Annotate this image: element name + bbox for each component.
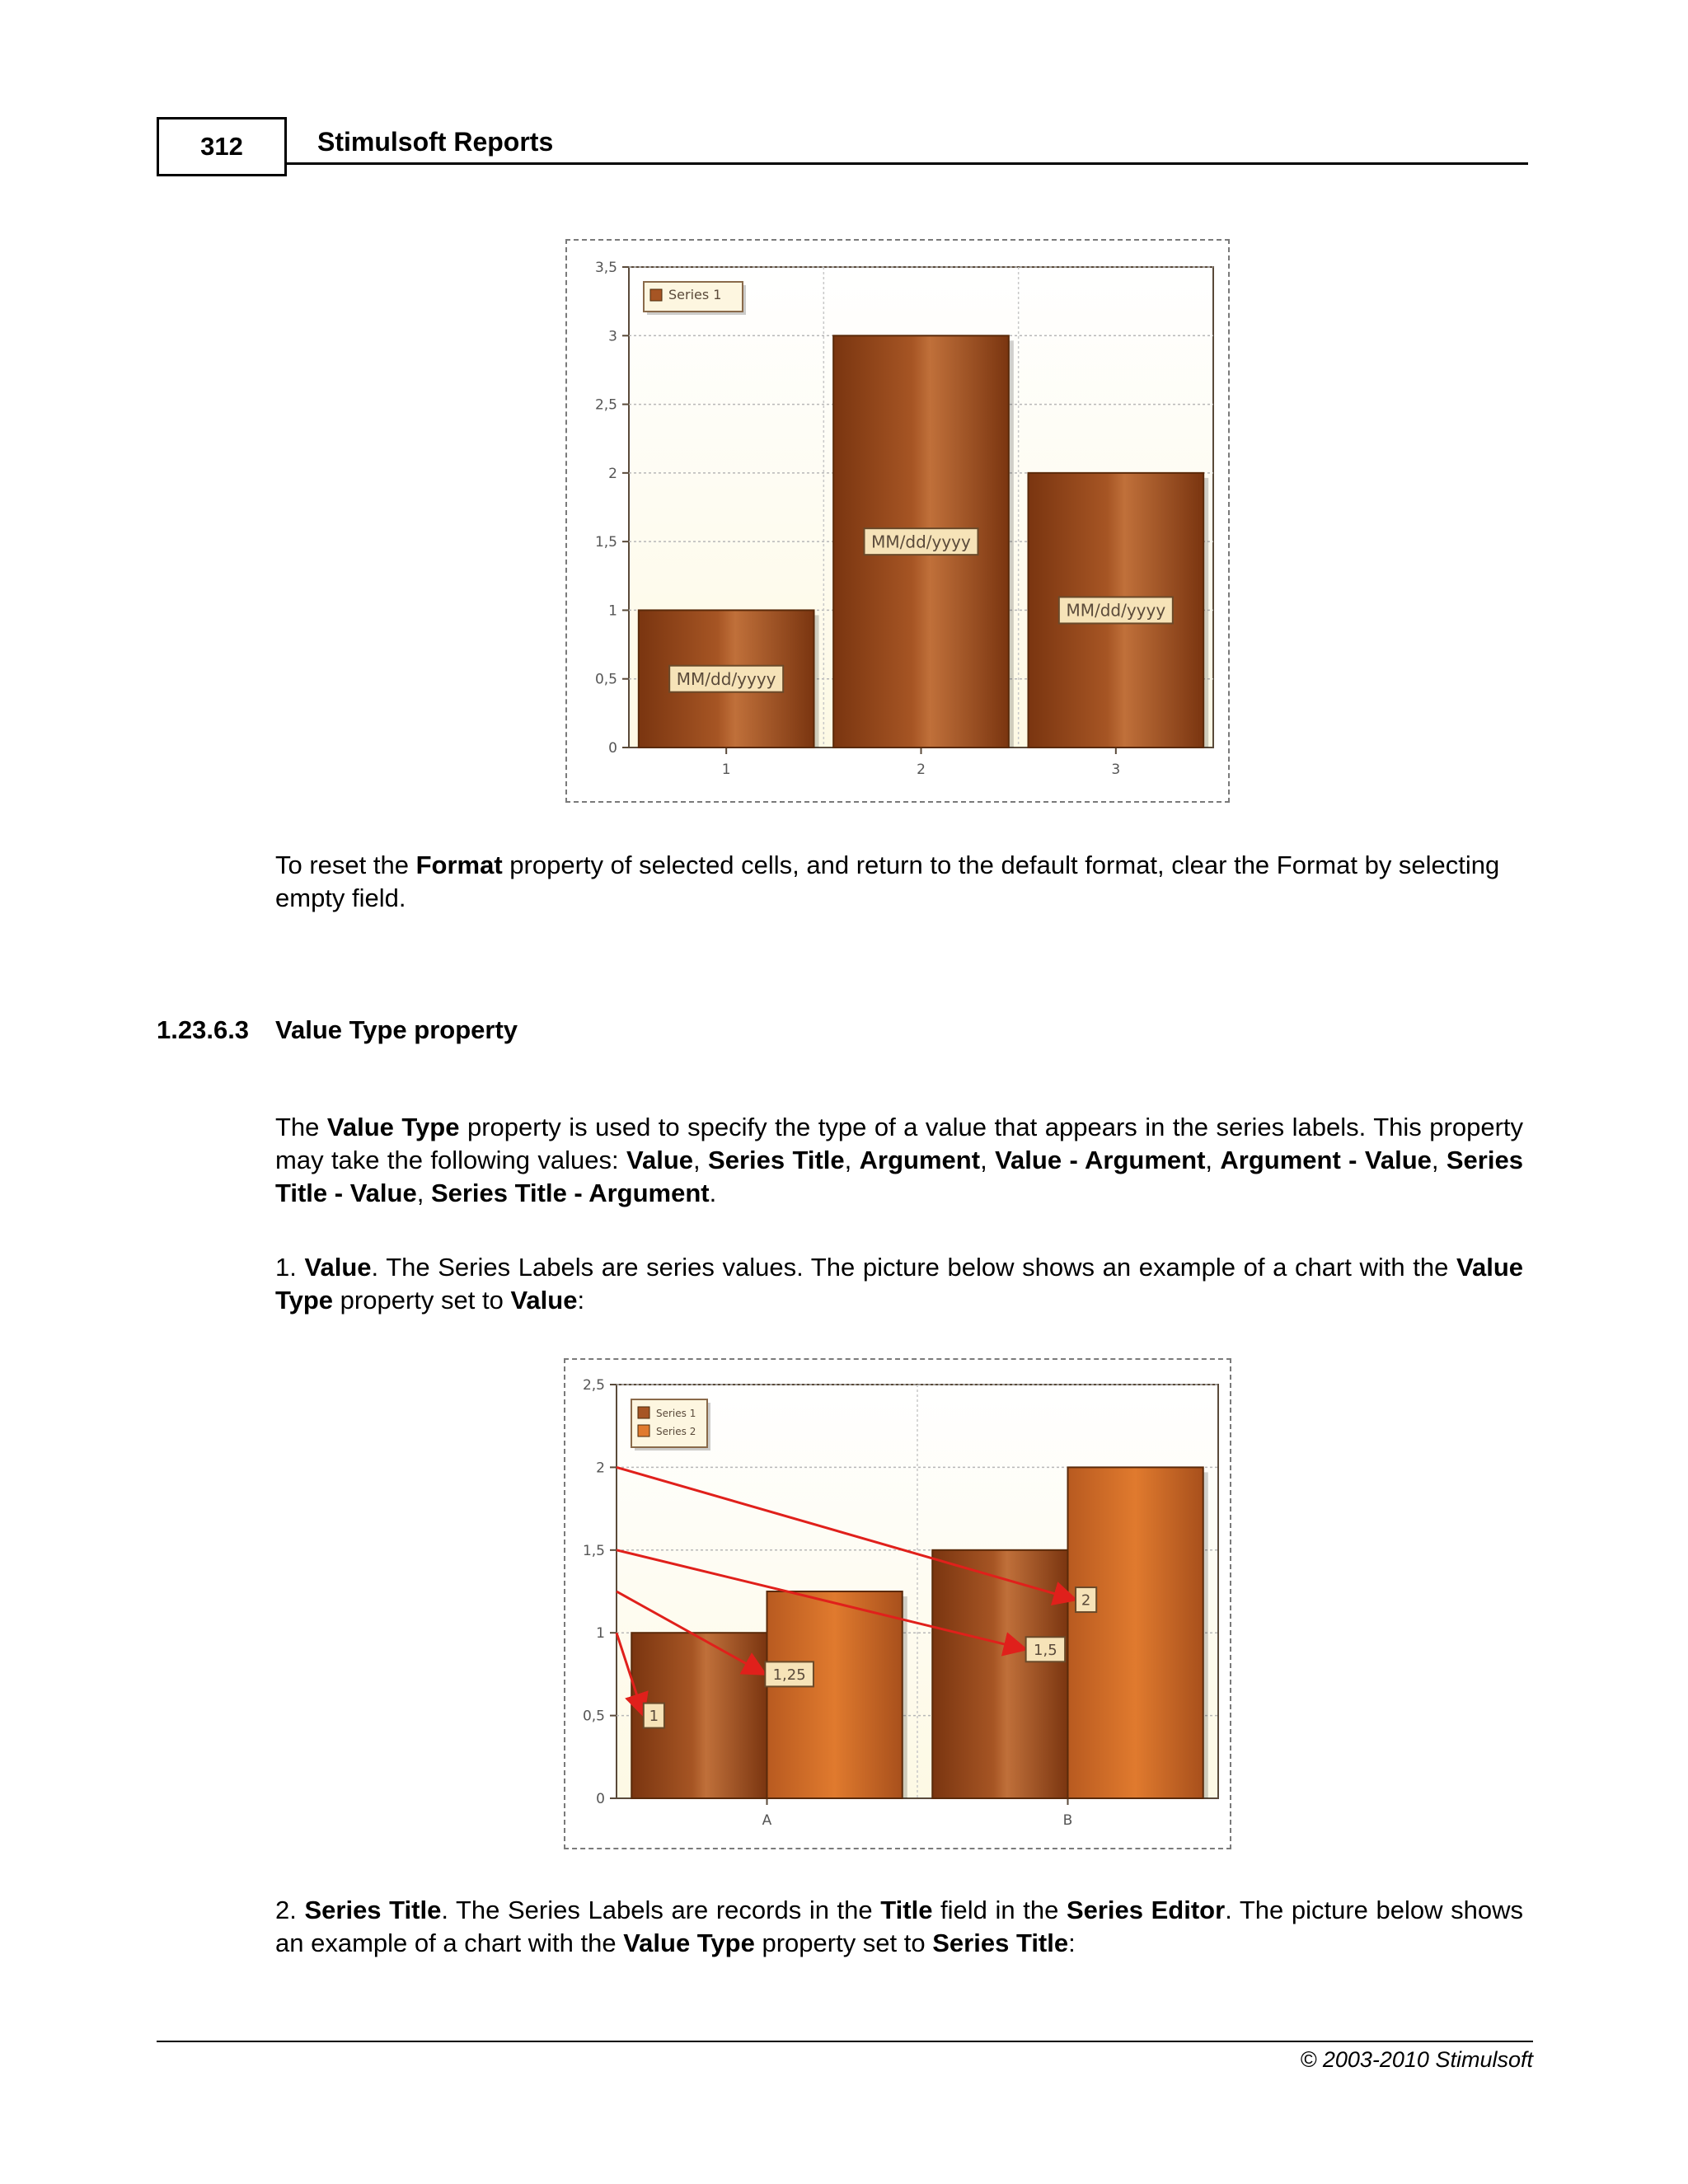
legend-label: Series 2 bbox=[656, 1426, 696, 1437]
y-tick-label: 2,5 bbox=[582, 1377, 605, 1394]
footer-rule bbox=[157, 2041, 1533, 2042]
y-tick-label: 0 bbox=[608, 740, 617, 757]
y-tick-label: 2 bbox=[608, 465, 617, 482]
data-label: MM/dd/yyyy bbox=[1066, 600, 1166, 621]
bar bbox=[1068, 1467, 1203, 1798]
section-title: Value Type property bbox=[275, 1015, 518, 1044]
x-tick-label: 2 bbox=[917, 762, 926, 778]
x-tick-label: 3 bbox=[1111, 762, 1121, 778]
y-tick-label: 0,5 bbox=[582, 1708, 605, 1725]
y-tick-label: 1 bbox=[596, 1625, 605, 1643]
y-tick-label: 0,5 bbox=[594, 671, 617, 688]
y-tick-label: 3,5 bbox=[594, 260, 617, 276]
section-number: 1.23.6.3 bbox=[157, 1015, 250, 1044]
chart-1-frame bbox=[565, 239, 1230, 803]
paragraph-item-1: 1. Value. The Series Labels are series values. The picture below shows an example of a chart with the Value Type property set to Value: bbox=[275, 1253, 1523, 1315]
x-tick-label: 1 bbox=[721, 762, 731, 778]
y-tick-label: 1,5 bbox=[582, 1542, 605, 1559]
y-tick-label: 0 bbox=[596, 1791, 605, 1807]
header-title: Stimulsoft Reports bbox=[317, 127, 554, 157]
page-number: 312 bbox=[157, 117, 287, 176]
paragraph-value-type: The Value Type property is used to specify the type of a value that appears in the series labels. This property may take the following values: Value, Series Title, Argument, Value - Argument, Argument - Value, Series Title - Value, Series Title - Argument. bbox=[275, 1113, 1524, 1207]
chart-2 bbox=[565, 1360, 1233, 1851]
bar bbox=[767, 1591, 903, 1798]
footer-copyright: © 2003-2010 Stimulsoft bbox=[1300, 2047, 1533, 2072]
data-label: 1,25 bbox=[772, 1666, 806, 1684]
paragraph-format-reset: To reset the Format property of selected cells, and return to the default format, clear the Format by selecting empty field. bbox=[275, 851, 1500, 912]
chart-2-frame bbox=[564, 1358, 1231, 1849]
data-label: 1 bbox=[649, 1708, 659, 1726]
paragraph-item-2: 2. Series Title. The Series Labels are records in the Title field in the Series Editor. The picture below shows an example of a chart with the Value Type property set to Series Title: bbox=[275, 1896, 1523, 1957]
data-label: 1,5 bbox=[1034, 1641, 1057, 1659]
chart-1 bbox=[567, 241, 1231, 804]
data-label: 2 bbox=[1081, 1591, 1091, 1610]
data-label: MM/dd/yyyy bbox=[676, 668, 776, 689]
legend-swatch bbox=[638, 1407, 649, 1418]
legend-swatch bbox=[650, 289, 662, 301]
y-tick-label: 2,5 bbox=[594, 396, 617, 414]
y-tick-label: 3 bbox=[608, 328, 617, 345]
header-rule bbox=[287, 162, 1528, 165]
legend-label: Series 1 bbox=[668, 287, 722, 302]
y-tick-label: 2 bbox=[596, 1460, 605, 1477]
bar bbox=[932, 1550, 1067, 1798]
legend-label: Series 1 bbox=[656, 1408, 696, 1419]
x-tick-label: A bbox=[762, 1812, 772, 1829]
data-label: MM/dd/yyyy bbox=[871, 532, 971, 552]
x-tick-label: B bbox=[1062, 1812, 1073, 1829]
y-tick-label: 1,5 bbox=[594, 534, 617, 551]
legend-swatch bbox=[638, 1425, 649, 1436]
y-tick-label: 1 bbox=[608, 602, 617, 620]
